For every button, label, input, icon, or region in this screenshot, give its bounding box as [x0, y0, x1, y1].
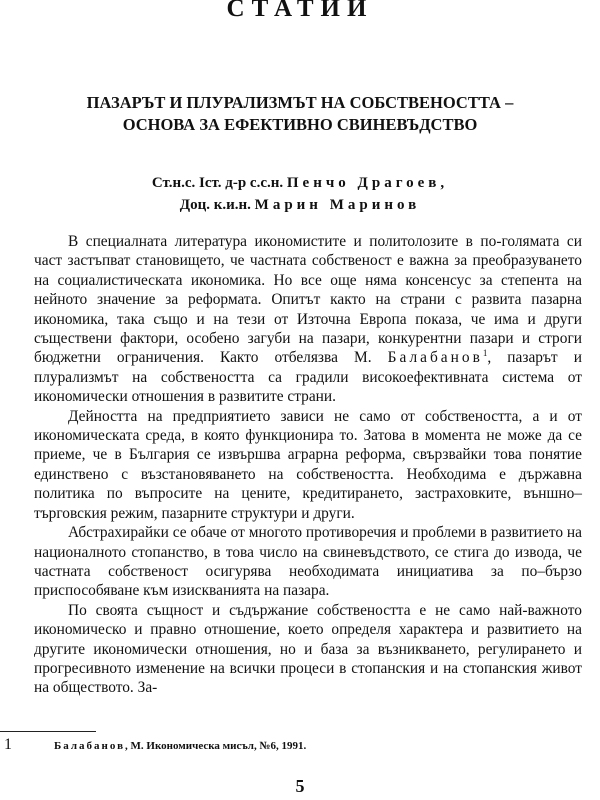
- article-title-line-2: ОСНОВА ЗА ЕФЕКТИВНО СВИНЕВЪДСТВО: [122, 115, 478, 134]
- footnote-author: Балабанов: [54, 740, 126, 752]
- author2-prefix: Доц. к.и.н.: [179, 197, 251, 213]
- cited-author-name: Балабанов: [387, 349, 483, 367]
- author-line-2: [20, 194, 580, 216]
- paragraph-3: Абстрахирайки се обаче от многото противоречия и проблеми в развитието на националното стопанство, в това число на свиневъдството, се стига до извода, че частната собственост осигурява необходимата инициатива за по–бързо приспособяване към изискванията на пазара.: [34, 524, 582, 600]
- authors-block: [20, 172, 580, 216]
- paragraph-2: Дейността на предприятието зависи не само от собствеността, а и от икономическата среда, в която функционира то. Затова в момента не може да се приеме, че в България се извършва аграрна реформа, свързвайки това понятие единствено с възстановяването на собствеността. Необходима е държавна политика по въпросите на цените, кредитирането, застраховките, външно–търговския режим, пазарните структури и други.: [34, 407, 582, 522]
- article-body: [34, 232, 582, 698]
- paragraph-4: По своята същност и съдържание собствеността е не само най-важното икономическо и правно отношение, което определя характера и развитието на другите икономически отношения, но и база за възникването, регулирането и прогресивното изменение на всички процеси в стопанския и на стопанския живот на обществото. За-: [34, 601, 582, 697]
- paragraph-1-text: В специалната литература икономистите и политолозите в по-голямата си част застъпват становището, че частната собственост е важна за преобразуването на социалистическата икономика. Но все още няма консенсус за степента на нейното значение за реформата. Опитът както на страни с развита пазарна икономика, така също и на тези от Източна Европа показа, че има и други съществени фактори, особено загуби на пазари, конкурентни пазари и строги бюджетни ограничения. Както отбелязва М.: [34, 233, 582, 367]
- footnote-text: , М. Икономическа мисъл, №6, 1991.: [125, 740, 307, 752]
- page-number: 5: [295, 776, 305, 796]
- paragraph-1-text-continued: , пазарът и плурализмът на собствеността са градили високоефективната система от икономически отношения в развитите страни.: [34, 349, 582, 406]
- footnote-number: 1: [4, 736, 12, 753]
- footnote: [4, 738, 564, 753]
- author-line-1: [20, 172, 580, 194]
- section-title: СТАТИИ: [226, 0, 374, 22]
- author1-prefix: Ст.н.с. Іст. д-р с.с.н.: [151, 175, 284, 191]
- author2-name: Марин Маринов: [254, 197, 421, 213]
- author1-name: Пенчо Драгоев,: [286, 175, 449, 191]
- footnote-divider: [0, 731, 96, 732]
- footnote-reference[interactable]: 1: [482, 348, 488, 359]
- article-title-line-1: ПАЗАРЪТ И ПЛУРАЛИЗМЪТ НА СОБСТВЕНОСТТА –: [86, 93, 514, 112]
- article-title: [30, 92, 570, 136]
- paragraph-1: [34, 232, 582, 407]
